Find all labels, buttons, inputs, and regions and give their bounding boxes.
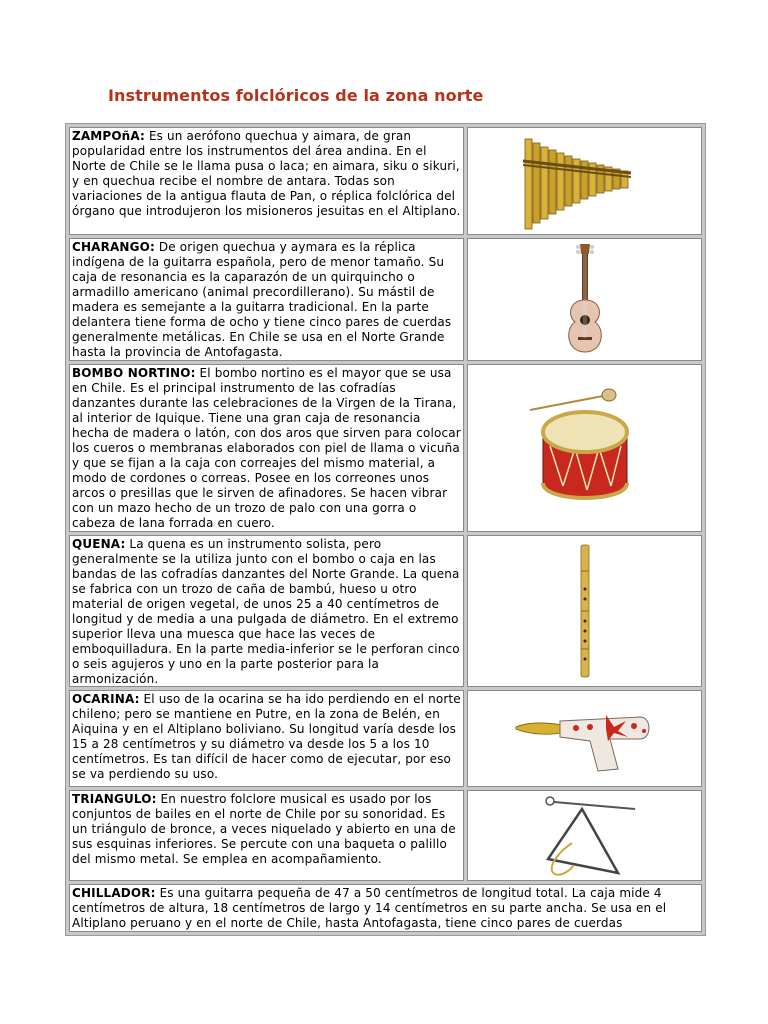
table-row [69,884,702,932]
description-cell [69,535,464,687]
description-cell [69,690,464,787]
table-row [69,535,702,687]
instrument-description: El bombo nortino es el mayor que se usa en Chile. Es el principal instrumento de las cofradías danzantes durante las celebraciones de la Virgen de la Tirana, al interior de Iquique. Tiene una gran caja de resonancia hecha de madera o latón, con dos aros que sirven para colocar los cueros o membranas elaborados con piel de llama o vicuña y que se fijan a la caja con correajes del mismo material, a modo de cordones o correas. Posee en los correones unos arcos o presillas que le sirven de afinadores. Se hacen vibrar con un mazo hecho de un trozo de palo con una gorra o cabeza de lana forrada en cuero. [72,366,461,530]
table-row [69,238,702,361]
instrument-name: CHARANGO: [72,240,155,254]
bombo-drum-icon [525,388,645,508]
instrument-description: El uso de la ocarina se ha ido perdiendo en el norte chileno; pero se mantiene en Putre, en la zona de Belén, en Aiquina y en el Altiplano boliviano. Su longitud varía desde los 15 a 28 centímetros y su diámetro va desde los 5 a los 10 centímetros. Es tan difícil de hacer como de ejecutar, por eso se va perdiendo su uso. [72,692,461,781]
image-cell [467,690,702,787]
instrument-description: De origen quechua y aymara es la réplica indígena de la guitarra española, pero de menor tamaño. Su caja de resonancia es la caparazón de un quirquincho o armadillo americano (animal precordillerano). Su mástil de madera es semejante a la guitarra tradicional. En la parte delantera tiene forma de ocho y tiene cinco pares de cuerdas generalmente metálicas. En Chile se usa en el Norte Grande hasta la provincia de Antofagasta. [72,240,452,359]
image-cell [467,238,702,361]
instrument-name: OCARINA: [72,692,140,706]
table-row [69,790,702,881]
image-cell [467,535,702,687]
triangle-instrument-icon [530,793,640,879]
instrument-description: Es una guitarra pequeña de 47 a 50 centímetros de longitud total. La caja mide 4 centímetros de altura, 18 centímetros de largo y 14 centímetros en su parte ancha. Se usa en el Altiplano peruano y en el norte de Chile, hasta Antofagasta, tiene cinco pares de cuerdas [72,886,667,930]
ocarina-icon [510,699,660,779]
image-cell [467,790,702,881]
image-cell [467,364,702,532]
description-cell [69,238,464,361]
instrument-name: ZAMPOñA: [72,129,145,143]
description-cell [69,790,464,881]
instruments-table [65,123,706,936]
table-row [69,690,702,787]
zampona-icon [515,131,655,231]
table-row [69,127,702,235]
instrument-description: La quena es un instrumento solista, pero generalmente se la utiliza junto con el bombo o caja en las bandas de las cofradías danzantes del Norte Grande. La quena se fabrica con un trozo de caña de bambú, hueso u otro material de origen vegetal, de unos 25 a 40 centímetros de longitud y de media a una pulgada de diámetro. En el extremo superior lleva una muesca que hace las veces de emboquilladura. En la parte media-inferior se le perforan cinco o seis agujeros y uno en la parte posterior para la armonización. [72,537,460,686]
instrument-name: QUENA: [72,537,126,551]
instrument-description: Es un aerófono quechua y aimara, de gran popularidad entre los instrumentos del área andina. En el Norte de Chile se le llama pusa o laca; en aimara, siku o sikuri, y en quechua recibe el nombre de antara. Todas son variaciones de la antigua flauta de Pan, o réplica folclórica del órgano que introdujeron los misioneros jesuitas en el Altiplano. [72,129,461,218]
quena-flute-icon [575,541,595,681]
charango-icon [560,242,610,357]
description-cell [69,127,464,235]
table-row [69,364,702,532]
instrument-name: CHILLADOR: [72,886,156,900]
instrument-description: En nuestro folclore musical es usado por los conjuntos de bailes en el norte de Chile por su sonoridad. Es un triángulo de bronce, a veces niquelado y abierto en una de sus esquinas inferiores. Se percute con una baqueta o palillo del mismo metal. Se emplea en acompañamiento. [72,792,456,866]
instrument-name: BOMBO NORTINO: [72,366,196,380]
page-title: Instrumentos folclóricos de la zona norte [108,86,484,105]
instrument-name: TRIANGULO: [72,792,157,806]
description-cell [69,364,464,532]
description-cell [69,884,702,932]
image-cell [467,127,702,235]
